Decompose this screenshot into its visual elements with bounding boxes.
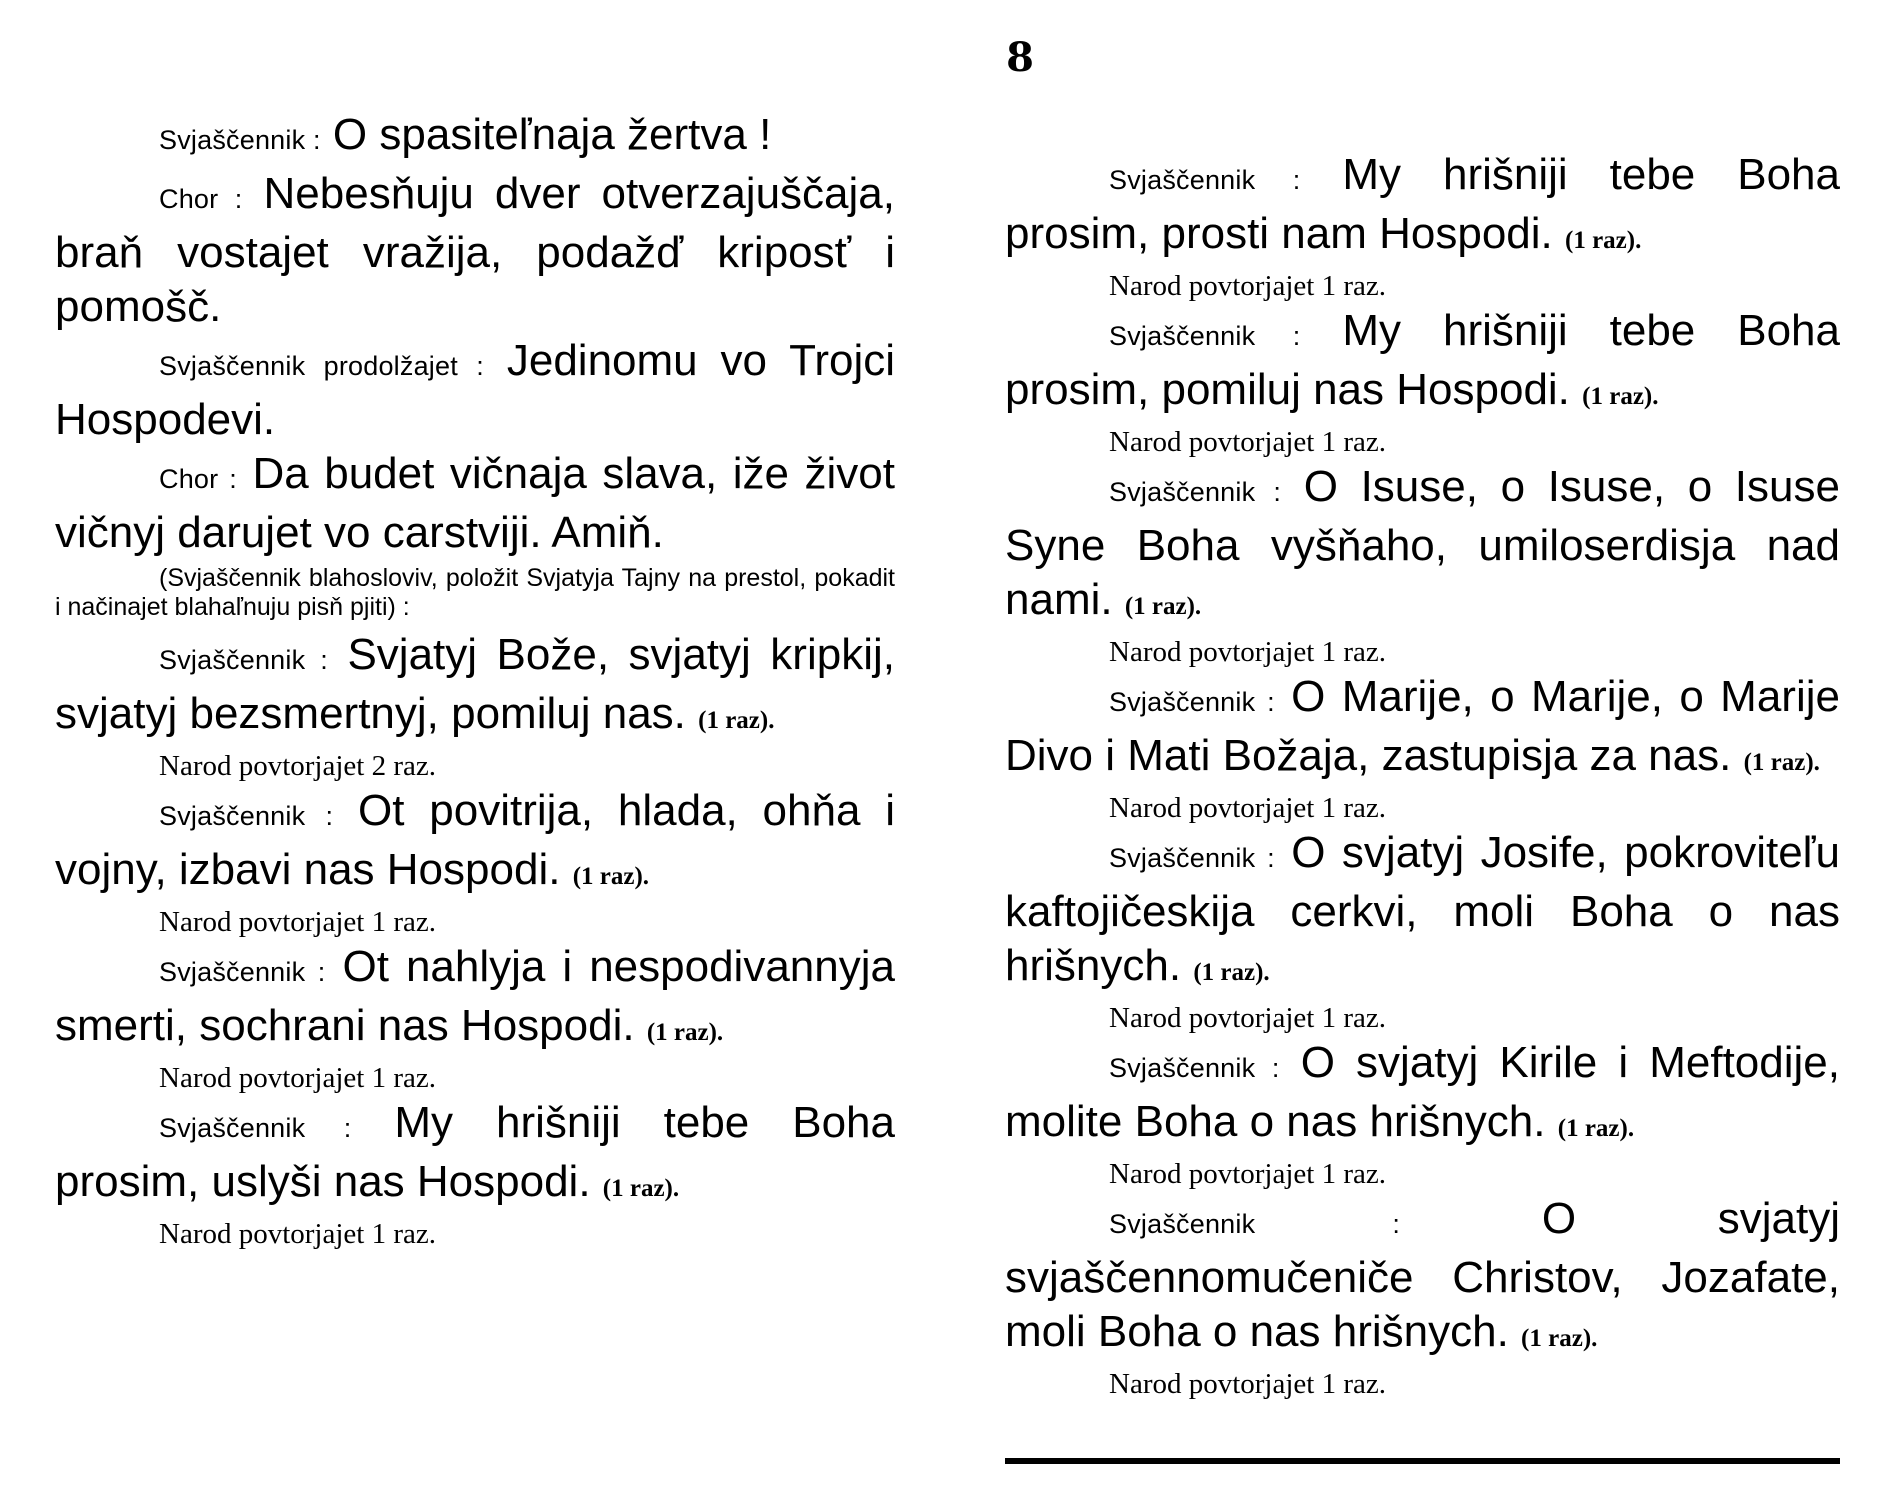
repeat-note: (1 raz). bbox=[572, 863, 650, 890]
repeat-note: (1 raz). bbox=[1743, 749, 1820, 776]
repeat-note: (1 raz). bbox=[1582, 383, 1659, 410]
speaker-label: Svjaščennik prodolžajet : bbox=[159, 351, 484, 381]
prayer-text: O svjatyj Josife, pokroviteľu kaftojičeskija cerkvi, moli Boha o nas hrišnych. bbox=[1005, 828, 1840, 990]
prayer-paragraph bbox=[1005, 304, 1840, 424]
speaker-label: Svjaščennik : bbox=[1109, 843, 1275, 873]
prayer-text: My hrišniji tebe Boha prosim, prosti nam Hospodi. bbox=[1005, 150, 1840, 258]
prayer-paragraph bbox=[1005, 148, 1840, 268]
speaker-label: Chor : bbox=[159, 184, 243, 214]
prayer-paragraph bbox=[55, 940, 895, 1060]
congregation-response: Narod povtorjajet 2 raz. bbox=[159, 750, 437, 782]
repeat-note: (1 raz). bbox=[698, 707, 775, 734]
repeat-note: (1 raz). bbox=[1565, 227, 1642, 254]
congregation-response: Narod povtorjajet 1 raz. bbox=[1109, 792, 1387, 824]
prayer-paragraph bbox=[1005, 826, 1840, 1000]
left-page-text bbox=[55, 108, 895, 1252]
right-page-text bbox=[1005, 148, 1840, 1402]
repeat-note: (1 raz). bbox=[1193, 959, 1270, 986]
prayer-text: Jedinomu vo Trojci Hospodevi. bbox=[55, 336, 895, 444]
prayer-text: Ot nahlyja i nespodivannyja smerti, sochrani nas Hospodi. bbox=[55, 942, 895, 1050]
congregation-response: Narod povtorjajet 1 raz. bbox=[1109, 1158, 1387, 1190]
page-number: 8 bbox=[1006, 34, 1034, 81]
prayer-text: O Marije, o Marije, o Marije Divo i Mati Božaja, zastupisja za nas. bbox=[1005, 672, 1840, 780]
speaker-label: Svjaščennik : bbox=[159, 801, 334, 831]
prayer-paragraph bbox=[55, 334, 895, 447]
prayer-text: Da budet vičnaja slava, iže život vičnyj darujet vo carstviji. Amiň. bbox=[55, 449, 895, 557]
prayer-paragraph bbox=[55, 628, 895, 748]
prayer-paragraph bbox=[55, 167, 895, 334]
prayer-paragraph bbox=[1005, 1036, 1840, 1156]
prayer-paragraph bbox=[55, 447, 895, 560]
congregation-response: Narod povtorjajet 1 raz. bbox=[159, 906, 437, 938]
speaker-label: Svjaščennik : bbox=[1109, 1053, 1280, 1083]
prayer-paragraph bbox=[55, 108, 895, 167]
congregation-response: Narod povtorjajet 1 raz. bbox=[1109, 426, 1387, 458]
prayer-text: Ot povitrija, hlada, ohňa i vojny, izbavi nas Hospodi. bbox=[55, 786, 895, 894]
speaker-label: Svjaščennik : bbox=[159, 645, 328, 675]
speaker-label: Svjaščennik : bbox=[1109, 1209, 1401, 1239]
speaker-label: Svjaščennik : bbox=[1109, 687, 1275, 717]
prayer-text: O Isuse, o Isuse, o Isuse Syne Boha vyšňaho, umiloserdisja nad nami. bbox=[1005, 462, 1840, 624]
prayer-text: O spasiteľnaja žertva ! bbox=[332, 110, 772, 159]
repeat-note: (1 raz). bbox=[646, 1019, 724, 1046]
repeat-note: (1 raz). bbox=[1557, 1115, 1635, 1142]
prayer-text: My hrišniji tebe Boha prosim, uslyši nas Hospodi. bbox=[55, 1098, 895, 1206]
speaker-label: Svjaščennik : bbox=[159, 1113, 352, 1143]
prayer-paragraph bbox=[1005, 1192, 1840, 1366]
congregation-response: Narod povtorjajet 1 raz. bbox=[1109, 1002, 1387, 1034]
speaker-label: Svjaščennik : bbox=[159, 957, 326, 987]
congregation-response: Narod povtorjajet 1 raz. bbox=[1109, 1368, 1387, 1400]
prayer-text: Nebesňuju dver otverzajuščaja, braň vostajet vražija, podažď kriposť i pomošč. bbox=[55, 169, 895, 331]
repeat-note: (1 raz). bbox=[1521, 1325, 1598, 1352]
speaker-label: Svjaščennik : bbox=[1109, 321, 1301, 351]
repeat-note: (1 raz). bbox=[1124, 593, 1202, 620]
speaker-label: Chor : bbox=[159, 464, 237, 494]
speaker-label: Svjaščennik : bbox=[1109, 477, 1282, 507]
repeat-note: (1 raz). bbox=[602, 1175, 680, 1202]
prayer-paragraph bbox=[1005, 670, 1840, 790]
speaker-label: Svjaščennik : bbox=[159, 125, 321, 155]
congregation-response: Narod povtorjajet 1 raz. bbox=[159, 1218, 437, 1250]
prayer-paragraph bbox=[1005, 460, 1840, 634]
stage-direction: (Svjaščennik blahosloviv, položit Svjatyja Tajny na prestol, pokadit i načinajet blahaľnuju pisň pjiti) : bbox=[55, 564, 895, 621]
page-end-rule bbox=[1005, 1458, 1840, 1464]
congregation-response: Narod povtorjajet 1 raz. bbox=[159, 1062, 437, 1094]
congregation-response: Narod povtorjajet 1 raz. bbox=[1109, 270, 1387, 302]
prayer-text: Svjatyj Bože, svjatyj kripkij, svjatyj bezsmertnyj, pomiluj nas. bbox=[55, 630, 895, 738]
prayer-text: O svjatyj Kirile i Meftodije, molite Boha o nas hrišnych. bbox=[1005, 1038, 1840, 1146]
prayer-paragraph bbox=[55, 784, 895, 904]
speaker-label: Svjaščennik : bbox=[1109, 165, 1301, 195]
congregation-response: Narod povtorjajet 1 raz. bbox=[1109, 636, 1387, 668]
prayer-paragraph bbox=[55, 1096, 895, 1216]
prayer-text: My hrišniji tebe Boha prosim, pomiluj nas Hospodi. bbox=[1005, 306, 1840, 414]
prayer-text: O svjatyj svjaščennomučeniče Christov, Jozafate, moli Boha o nas hrišnych. bbox=[1005, 1194, 1840, 1356]
